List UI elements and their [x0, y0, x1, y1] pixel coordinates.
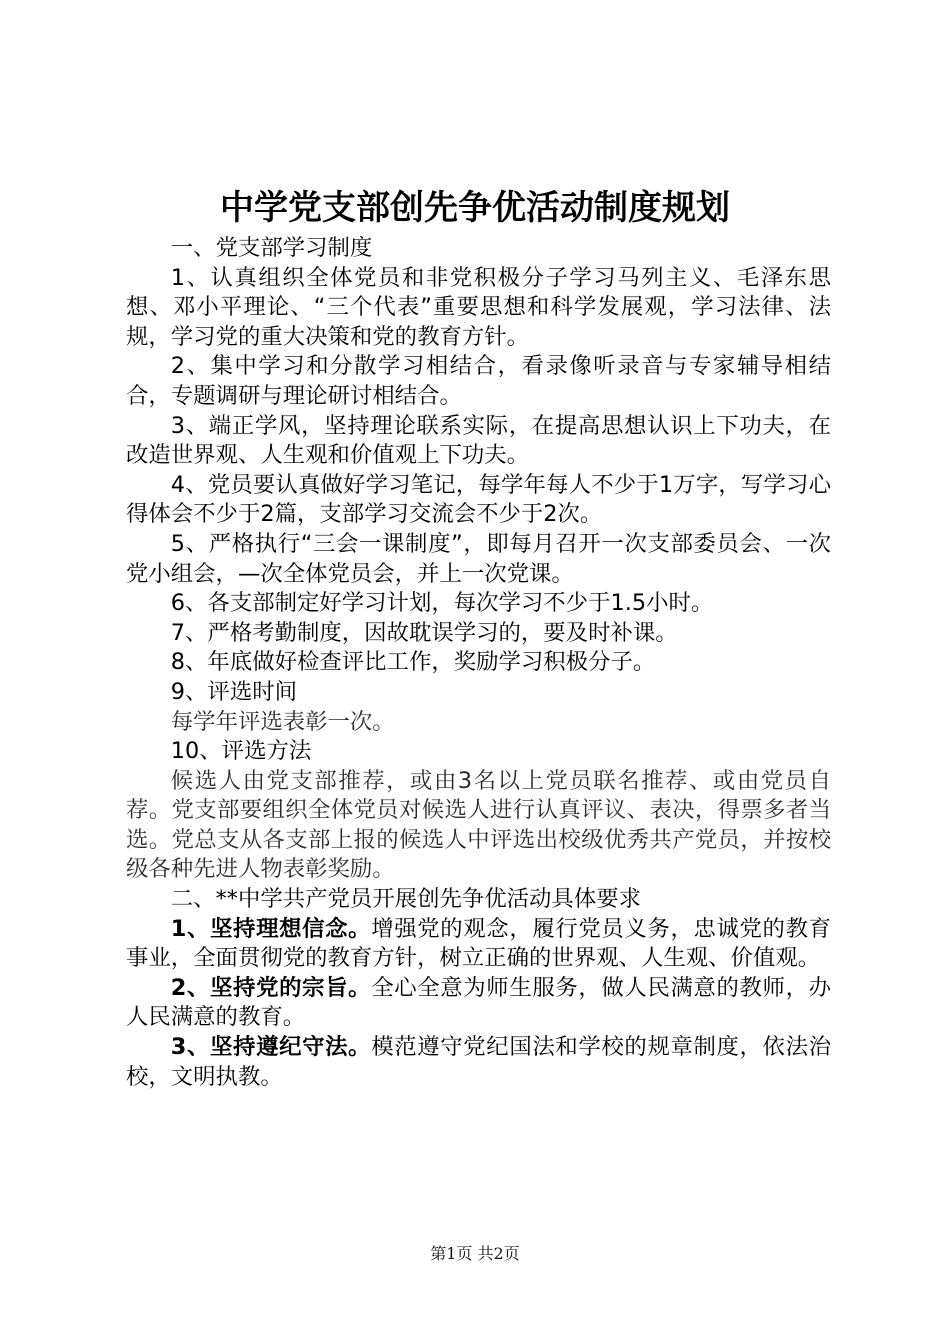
- section-heading-study-system: 一、党支部学习制度: [170, 235, 373, 261]
- requirement-heading: 3、坚持遵纪守法。: [170, 1034, 372, 1061]
- paragraph-item-4: 4、党员要认真做好学习笔记，每学年每人不少于1万字，写学习心得体会不少于2篇，支部学习交流会不少于2次。: [126, 471, 831, 528]
- paragraph-item-8: 8、年底做好检查评比工作，奖励学习积极分子。: [170, 649, 656, 676]
- paragraph-item-2: 2、集中学习和分散学习相结合，看录像听录音与专家辅导相结合，专题调研与理论研讨相结合。: [126, 353, 831, 409]
- requirement-heading: 2、坚持党的宗旨。: [170, 974, 372, 1001]
- requirement-text: 全心全意为师生服务，做人民满意的教师，办人民满意的教育。: [126, 974, 831, 1031]
- document-body: [126, 234, 831, 1092]
- section-heading-requirements: 二、**中学共产党员开展创先争优活动具体要求: [170, 886, 641, 913]
- requirement-text: 增强党的观念，履行党员义务，忠诚党的教育事业，全面贯彻党的教育方针，树立正确的世界观、人生观、价值观。: [126, 915, 831, 972]
- requirement-item-3: [126, 1033, 831, 1092]
- paragraph-selection-method: 候选人由党支部推荐，或由3名以上党员联名推荐、或由党员自荐。党支部要组织全体党员对候选人进行认真评议、表决，得票多者当选。党总支从各支部上报的候选人中评选出校级优秀共产党员，并按校级各种先进人物表彰奖励。: [126, 767, 831, 883]
- requirement-item-2: [126, 974, 831, 1033]
- paragraph-item-6: 6、各支部制定好学习计划，每次学习不少于1.5小时。: [170, 590, 714, 617]
- requirement-text: 模范遵守党纪国法和学校的规章制度，依法治校，文明执教。: [126, 1034, 831, 1090]
- document-title: 中学党支部创先争优活动制度规划: [220, 188, 730, 228]
- requirement-heading: 1、坚持理想信念。: [170, 915, 372, 942]
- paragraph-selection-time: 每学年评选表彰一次。: [170, 708, 395, 735]
- paragraph-item-10-heading: 10、评选方法: [170, 738, 312, 765]
- paragraph-item-5: 5、严格执行“三会一课制度”，即每月召开一次支部委员会、一次党小组会，—次全体党员会，并上一次党课。: [126, 530, 831, 587]
- page-footer: 第1页 共2页: [430, 1244, 520, 1263]
- paragraph-item-7: 7、严格考勤制度，因故耽误学习的，要及时补课。: [170, 619, 678, 646]
- paragraph-item-9-heading: 9、评选时间: [170, 678, 297, 705]
- requirement-item-1: [126, 915, 831, 974]
- paragraph-item-1: 1、认真组织全体党员和非党积极分子学习马列主义、毛泽东思想、邓小平理论、“三个代表”重要思想和科学发展观，学习法律、法规，学习党的重大决策和党的教育方针。: [126, 264, 831, 350]
- paragraph-item-3: 3、端正学风，坚持理论联系实际，在提高思想认识上下功夫，在改造世界观、人生观和价值观上下功夫。: [126, 412, 831, 469]
